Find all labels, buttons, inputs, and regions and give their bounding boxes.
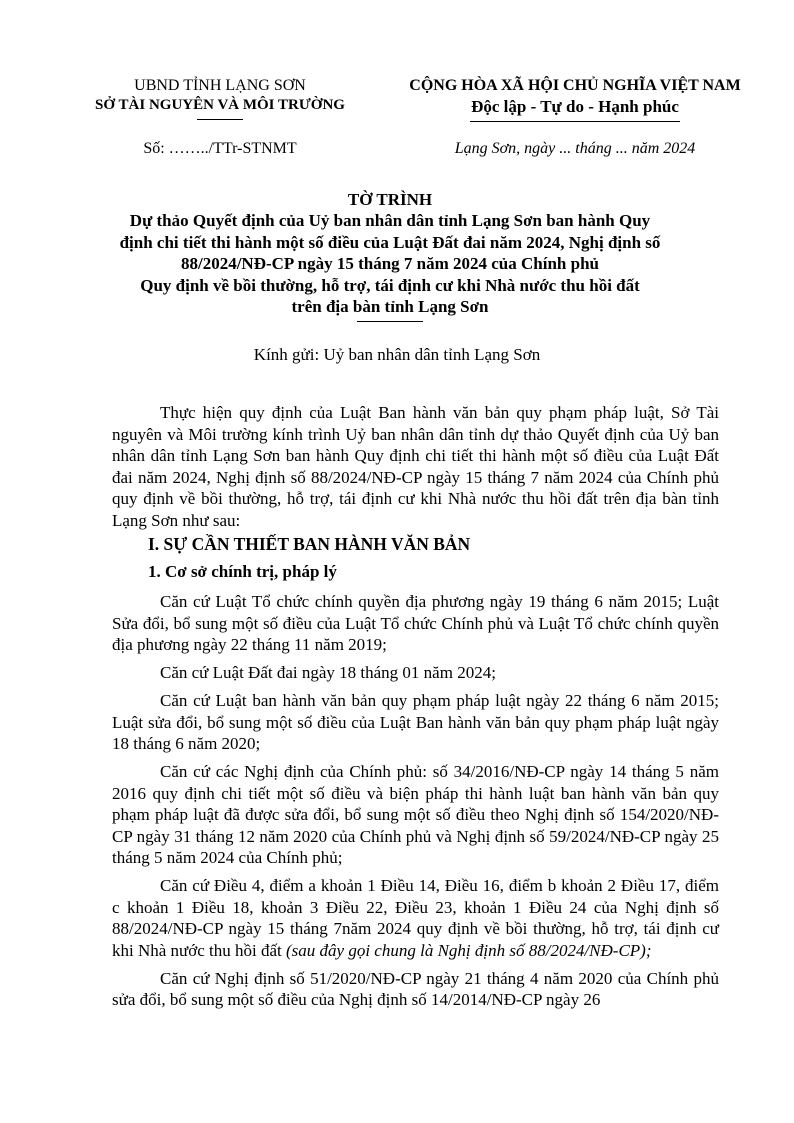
title-line: trên địa bàn tỉnh Lạng Sơn xyxy=(291,297,489,316)
document-number: Số: ……../TTr-STNMT xyxy=(143,140,297,157)
title-line: định chi tiết thi hành một số điều của Luật Đất đai năm 2024, Nghị định số xyxy=(119,232,661,252)
document-body xyxy=(112,402,719,1017)
parent-agency: UBND TỈNH LẠNG SƠN xyxy=(134,77,306,94)
body-paragraph: Căn cứ Luật Tổ chức chính quyền địa phương ngày 19 tháng 6 năm 2015; Luật Sửa đổi, bổ sung một số điều của Luật Tổ chức Chính phủ và Luật Tổ chức chính quyền địa phương ngày 22 tháng 11 năm 2019; xyxy=(112,592,719,654)
body-paragraph: Căn cứ các Nghị định của Chính phủ: số 34/2016/NĐ-CP ngày 14 tháng 5 năm 2016 quy định chi tiết một số điều và biện pháp thi hành luật ban hành văn bản quy phạm pháp luật đã được sửa đổi, bổ sung một số điều theo Nghị định số 154/2020/NĐ-CP ngày 31 tháng 12 năm 2020 của Chính phủ và Nghị định số 59/2024/NĐ-CP ngày 25 tháng 5 năm 2024 của Chính phủ; xyxy=(112,762,719,867)
document-title xyxy=(100,189,680,322)
national-header xyxy=(380,76,770,122)
title-underline xyxy=(357,321,423,322)
title-line: 88/2024/NĐ-CP ngày 15 tháng 7 năm 2024 của Chính phủ xyxy=(180,254,599,273)
motto-underline xyxy=(470,121,680,122)
subsection-heading: 1. Cơ sở chính trị, pháp lý xyxy=(148,562,337,581)
title-line: Quy định về bồi thường, hỗ trợ, tái định cư khi Nhà nước thu hồi đất xyxy=(140,275,640,295)
body-paragraph: Căn cứ Luật Đất đai ngày 18 tháng 01 năm 2024; xyxy=(160,663,496,682)
paragraph-text: Căn cứ Điều 4, điểm a khoản 1 Điều 14, Điều 16, điểm b khoản 2 Điều 17, điểm c khoản 1 Điều 18, khoản 3 Điều 22, Điều 23, khoản 1 Điều 24 của Nghị định số 88/2024/NĐ-CP ngày 15 tháng 7năm 2024 quy định về bồi thường, hỗ trợ, tái định cư khi Nhà nước thu hồi đất xyxy=(112,876,719,960)
recipient-line: Kính gửi: Uỷ ban nhân dân tỉnh Lạng Sơn xyxy=(253,345,541,364)
intro-paragraph: Thực hiện quy định của Luật Ban hành văn bản quy phạm pháp luật, Sở Tài nguyên và Môi trường kính trình Uỷ ban nhân dân tỉnh dự thảo Quyết định của Uỷ ban nhân dân tỉnh Lạng Sơn ban hành Quy định chi tiết thi hành một số điều của Luật Đất đai năm 2024, Nghị định số 88/2024/NĐ-CP ngày 15 tháng 7 năm 2024 của Chính phủ quy định về bồi thường, hỗ trợ, tái định cư khi Nhà nước thu hồi đất trên địa bàn tỉnh Lạng Sơn như sau: xyxy=(112,403,719,530)
agency-underline xyxy=(197,119,243,120)
issuing-agency: SỞ TÀI NGUYÊN VÀ MÔI TRƯỜNG xyxy=(95,97,345,113)
body-paragraph: Căn cứ Nghị định số 51/2020/NĐ-CP ngày 21 tháng 4 năm 2020 của Chính phủ sửa đổi, bổ sung một số điều của Nghị định số 14/2014/NĐ-CP ngày 26 xyxy=(112,968,719,1009)
body-paragraph: Căn cứ Luật ban hành văn bản quy phạm pháp luật ngày 22 tháng 6 năm 2015; Luật sửa đổi, bổ sung một số điều của Luật Ban hành văn bản quy phạm pháp luật ngày 18 tháng 6 năm 2020; xyxy=(112,691,719,753)
section-heading: I. SỰ CẦN THIẾT BAN HÀNH VĂN BẢN xyxy=(148,534,471,554)
national-motto: Độc lập - Tự do - Hạnh phúc xyxy=(471,97,679,116)
body-paragraph xyxy=(112,875,719,961)
paragraph-italic-note: (sau đây gọi chung là Nghị định số 88/2024/NĐ-CP); xyxy=(286,940,652,960)
agency-header xyxy=(60,76,380,120)
document-date: Lạng Sơn, ngày ... tháng ... năm 2024 xyxy=(454,140,696,157)
document-type: TỜ TRÌNH xyxy=(347,190,433,209)
national-name: CỘNG HÒA XÃ HỘI CHỦ NGHĨA VIỆT NAM xyxy=(409,77,741,94)
title-line: Dự thảo Quyết định của Uỷ ban nhân dân tỉnh Lạng Sơn ban hành Quy xyxy=(129,211,651,230)
